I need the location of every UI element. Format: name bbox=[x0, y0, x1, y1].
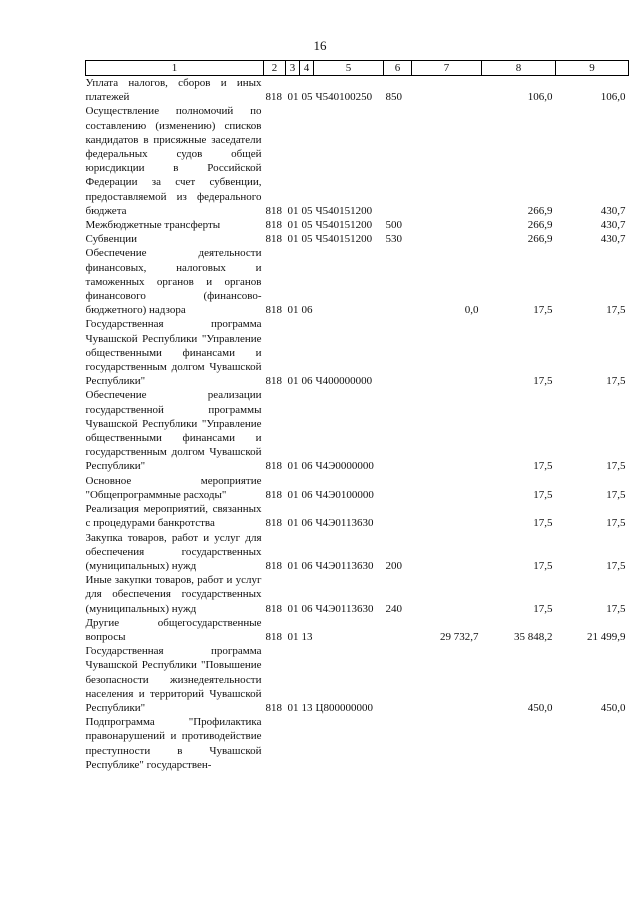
col-header: 8 bbox=[482, 61, 556, 76]
row-name: Другие общегосударственные вопросы bbox=[85, 616, 262, 643]
code-3: 01 bbox=[287, 517, 299, 530]
code-target bbox=[314, 246, 384, 317]
value-9: 17,5 bbox=[606, 460, 626, 473]
code-type: 530 bbox=[385, 233, 402, 246]
col-header: 1 bbox=[86, 61, 264, 76]
code-2: 818 bbox=[265, 559, 282, 572]
code-target: Ч400000000 bbox=[315, 375, 373, 388]
table-row bbox=[86, 616, 629, 644]
code-target: Ч540151200 bbox=[315, 233, 373, 246]
table-row bbox=[86, 531, 629, 574]
value-7: 29 732,7 bbox=[440, 630, 479, 643]
value-9: 17,5 bbox=[606, 602, 626, 615]
code-target: Ч4Э0113630 bbox=[315, 602, 374, 615]
code-3: 01 bbox=[287, 91, 299, 104]
code-type: 200 bbox=[385, 559, 402, 572]
value-9: 17,5 bbox=[606, 517, 626, 530]
table-row bbox=[86, 104, 629, 218]
code-4: 06 bbox=[301, 375, 313, 388]
code-4: 06 bbox=[301, 559, 313, 572]
value-8: 17,5 bbox=[533, 559, 553, 572]
page-number: 16 bbox=[313, 38, 327, 53]
table-row bbox=[86, 76, 629, 105]
code-2: 818 bbox=[265, 219, 282, 232]
value-7 bbox=[412, 104, 482, 218]
value-9: 430,7 bbox=[600, 233, 626, 246]
value-9: 430,7 bbox=[600, 204, 626, 217]
value-8: 266,9 bbox=[527, 219, 553, 232]
table-row bbox=[86, 715, 629, 772]
row-name: Подпрограмма "Профилактика правонарушений и противодействие преступности в Чувашской Республике" государствен- bbox=[85, 716, 262, 771]
col-header: 2 bbox=[264, 61, 286, 76]
code-2: 818 bbox=[265, 517, 282, 530]
code-target: Ц800000000 bbox=[315, 701, 373, 714]
code-type bbox=[384, 474, 412, 502]
value-8: 17,5 bbox=[533, 602, 553, 615]
code-target: Ч4Э0100000 bbox=[315, 488, 374, 501]
value-7 bbox=[412, 474, 482, 502]
code-2: 818 bbox=[265, 233, 282, 246]
code-3: 01 bbox=[287, 375, 299, 388]
row-name: Государственная программа Чувашской Республики "Управление общественными финансами и государственным долгом Чувашской Республики" bbox=[85, 318, 262, 388]
value-9: 17,5 bbox=[606, 304, 626, 317]
table-row bbox=[86, 502, 629, 530]
table-row bbox=[86, 474, 629, 502]
code-4: 05 bbox=[301, 233, 313, 246]
value-8: 35 848,2 bbox=[514, 630, 553, 643]
code-type: 850 bbox=[385, 91, 402, 104]
code-4: 06 bbox=[301, 602, 313, 615]
value-8 bbox=[482, 715, 556, 772]
code-4: 05 bbox=[301, 204, 313, 217]
code-2: 818 bbox=[265, 602, 282, 615]
code-2: 818 bbox=[265, 701, 282, 714]
code-3: 01 bbox=[287, 602, 299, 615]
table-row bbox=[86, 317, 629, 388]
value-7 bbox=[412, 232, 482, 246]
code-target: Ч540151200 bbox=[315, 219, 373, 232]
code-4: 06 bbox=[301, 488, 313, 501]
code-4 bbox=[300, 715, 314, 772]
value-8: 106,0 bbox=[527, 91, 553, 104]
value-8: 17,5 bbox=[533, 460, 553, 473]
code-target: Ч540100250 bbox=[315, 91, 373, 104]
row-name: Осуществление полномочий по составлению (изменению) списков кандидатов в присяжные заседатели федеральных судов общей юрисдикции в Российской Федерации за счет субвенции, предоставляемой из федерального бюджета bbox=[85, 105, 262, 217]
value-9: 17,5 bbox=[606, 559, 626, 572]
code-type bbox=[384, 388, 412, 473]
value-7 bbox=[412, 388, 482, 473]
row-name: Обеспечение деятельности финансовых, налоговых и таможенных органов и органов финансового (финансово-бюджетного) надзора bbox=[85, 247, 262, 317]
row-name: Закупка товаров, работ и услуг для обеспечения государственных (муниципальных) нужд bbox=[85, 531, 262, 572]
code-2: 818 bbox=[265, 630, 282, 643]
code-target: Ч4Э0113630 bbox=[315, 517, 374, 530]
code-type bbox=[384, 317, 412, 388]
value-8: 450,0 bbox=[527, 701, 553, 714]
value-7 bbox=[412, 502, 482, 530]
code-3: 01 bbox=[287, 233, 299, 246]
code-4: 05 bbox=[301, 219, 313, 232]
code-2 bbox=[264, 715, 286, 772]
code-2: 818 bbox=[265, 488, 282, 501]
row-name: Реализация мероприятий, связанных с процедурами банкротства bbox=[85, 503, 262, 530]
value-7 bbox=[412, 573, 482, 616]
table-row bbox=[86, 218, 629, 232]
table-row bbox=[86, 246, 629, 317]
code-type bbox=[384, 104, 412, 218]
code-type bbox=[384, 644, 412, 715]
value-8: 266,9 bbox=[527, 204, 553, 217]
row-name: Иные закупки товаров, работ и услуг для обеспечения государственных (муниципальных) нужд bbox=[85, 574, 262, 615]
value-9: 106,0 bbox=[600, 91, 626, 104]
value-9: 17,5 bbox=[606, 375, 626, 388]
code-3: 01 bbox=[287, 304, 299, 317]
code-3: 01 bbox=[287, 460, 299, 473]
code-2: 818 bbox=[265, 204, 282, 217]
code-4: 13 bbox=[301, 701, 313, 714]
code-3: 01 bbox=[287, 488, 299, 501]
value-8: 266,9 bbox=[527, 233, 553, 246]
table-row bbox=[86, 573, 629, 616]
table-row bbox=[86, 232, 629, 246]
col-header: 4 bbox=[300, 61, 314, 76]
code-2: 818 bbox=[265, 460, 282, 473]
code-3: 01 bbox=[287, 630, 299, 643]
col-header: 5 bbox=[314, 61, 384, 76]
code-4: 06 bbox=[301, 304, 313, 317]
code-type bbox=[384, 616, 412, 644]
value-9: 430,7 bbox=[600, 219, 626, 232]
code-3: 01 bbox=[287, 701, 299, 714]
value-7: 0,0 bbox=[464, 304, 479, 317]
header-row bbox=[86, 61, 629, 76]
code-4: 13 bbox=[301, 630, 313, 643]
row-name: Основное мероприятие "Общепрограммные расходы" bbox=[85, 474, 262, 501]
table-row bbox=[86, 388, 629, 473]
code-2: 818 bbox=[265, 375, 282, 388]
code-type: 500 bbox=[385, 219, 402, 232]
col-header: 3 bbox=[286, 61, 300, 76]
value-9: 17,5 bbox=[606, 488, 626, 501]
code-2: 818 bbox=[265, 91, 282, 104]
code-type bbox=[384, 502, 412, 530]
row-name: Уплата налогов, сборов и иных платежей bbox=[85, 77, 262, 104]
budget-table bbox=[85, 60, 629, 772]
row-name: Межбюджетные трансферты bbox=[85, 219, 221, 232]
row-name: Государственная программа Чувашской Республики "Повышение безопасности жизнедеятельности населения и территорий Чувашской Республики" bbox=[85, 645, 262, 714]
code-type bbox=[384, 715, 412, 772]
value-7 bbox=[412, 317, 482, 388]
col-header: 9 bbox=[556, 61, 629, 76]
value-7 bbox=[412, 644, 482, 715]
value-7 bbox=[412, 76, 482, 105]
code-target: Ч4Э0000000 bbox=[315, 460, 374, 473]
value-8: 17,5 bbox=[533, 304, 553, 317]
code-4: 06 bbox=[301, 517, 313, 530]
col-header: 6 bbox=[384, 61, 412, 76]
code-target bbox=[314, 616, 384, 644]
code-target: Ч540151200 bbox=[315, 204, 373, 217]
value-8: 17,5 bbox=[533, 375, 553, 388]
code-3: 01 bbox=[287, 204, 299, 217]
code-target: Ч4Э0113630 bbox=[315, 559, 374, 572]
code-3: 01 bbox=[287, 219, 299, 232]
value-8: 17,5 bbox=[533, 488, 553, 501]
code-3: 01 bbox=[287, 559, 299, 572]
value-7 bbox=[412, 715, 482, 772]
code-2: 818 bbox=[265, 304, 282, 317]
table-row bbox=[86, 644, 629, 715]
row-name: Обеспечение реализации государственной программы Чувашской Республики "Управление общественными финансами и государственным долгом Чувашской Республики" bbox=[85, 389, 262, 473]
value-7 bbox=[412, 218, 482, 232]
code-4: 06 bbox=[301, 460, 313, 473]
code-3 bbox=[286, 715, 300, 772]
code-type: 240 bbox=[385, 602, 402, 615]
value-9: 21 499,9 bbox=[587, 630, 626, 643]
value-8: 17,5 bbox=[533, 517, 553, 530]
code-type bbox=[384, 246, 412, 317]
value-7 bbox=[412, 531, 482, 574]
code-4: 05 bbox=[301, 91, 313, 104]
row-name: Субвенции bbox=[85, 233, 138, 246]
code-target bbox=[314, 715, 384, 772]
col-header: 7 bbox=[412, 61, 482, 76]
value-9 bbox=[556, 715, 629, 772]
value-9: 450,0 bbox=[600, 701, 626, 714]
